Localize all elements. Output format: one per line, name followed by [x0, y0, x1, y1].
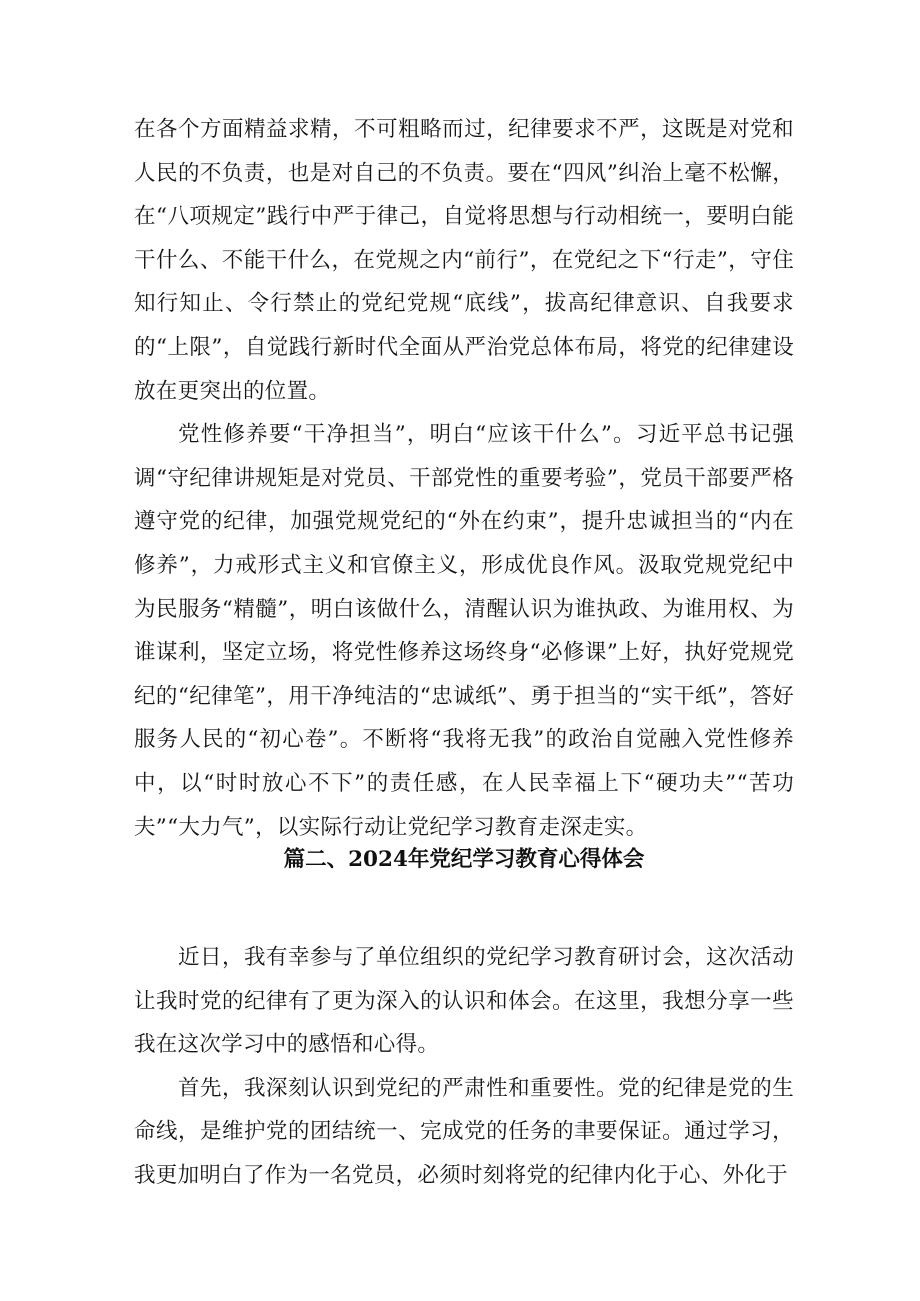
- paragraph-first-insight: 首先，我深刻认识到党纪的严肃性和重要性。党的纪律是党的生命线，是维护党的团结统一、完成党的任务的聿要保证。通过学习，我更加明白了作为一名党员，必须时刻将党的纪律内化于心、外化于: [134, 1075, 794, 1188]
- body-text-part2: [134, 936, 794, 1198]
- body-text-part1: [134, 108, 794, 849]
- section-title: 篇二、2024年党纪学习教育心得体会: [283, 847, 645, 872]
- paragraph-party-spirit: 党性修养要“干净担当”，明白“应该干什么”。习近平总书记强调“守纪律讲规矩是对党员、干部党性的重要考验”，党员干部要严格遵守党的纪律，加强党规党纪的“外在约束”，提升忠诚担当的“内在修养”，力戒形式主义和官僚主义，形成优良作风。汲取党规党纪中为民服务“精髓”，明白该做什么，清醒认识为谁执政、为谁用权、为谁谋利，坚定立场，将党性修养这场终身“必修课”上好，执好党规党纪的“纪律笔”，用干净纯洁的“忠诚纸”、勇于担当的“实干纸”，答好服务人民的“初心卷”。不断将“我将无我”的政治自觉融入党性修养中，以“时时放心不下”的责任感，在人民幸福上下“硬功夫”“苦功夫”“大力气”，以实际行动让党纪学习教育走深走实。: [134, 422, 794, 840]
- paragraph-seminar-intro: 近日，我有幸参与了单位组织的党纪学习教育研讨会，这次活动让我时党的纪律有了更为深入的认识和体会。在这里，我想分享一些我在这次学习中的感悟和心得。: [134, 945, 794, 1058]
- paragraph-discipline-requirements: 在各个方面精益求精，不可粗略而过，纪律要求不严，这既是对党和人民的不负责，也是对自己的不负责。要在“四风”纠治上毫不松懈，在“八项规定”践行中严于律己，自觉将思想与行动相统一，要明白能干什么、不能干什么，在党规之内“前行”，在党纪之下“行走”，守住知行知止、令行禁止的党纪党规“底线”，拔高纪律意识、自我要求的“上限”，自觉践行新时代全面从严治党总体布局，将党的纪律建设放在更突出的位置。: [134, 117, 794, 404]
